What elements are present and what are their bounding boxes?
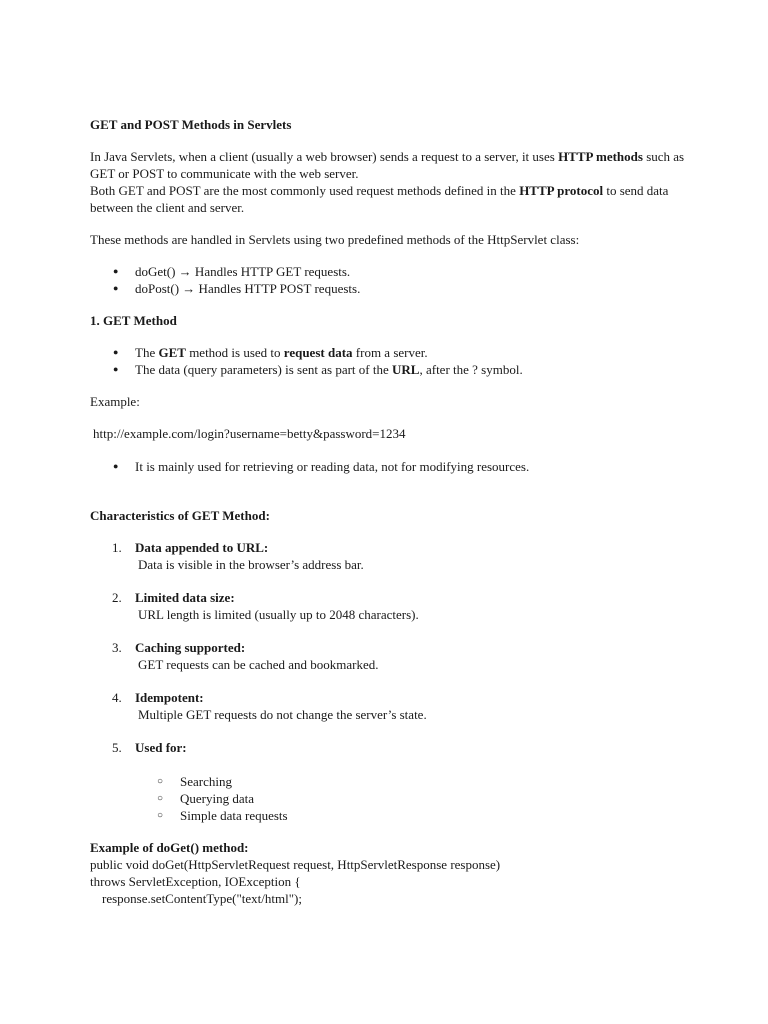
intro1-text: In Java Servlets, when a client (usually a web browser) sends a request to a server, it uses bbox=[90, 149, 559, 164]
characteristic-item bbox=[90, 639, 690, 673]
list-item bbox=[90, 361, 690, 378]
intro2-text-end: to send data between the client and server. bbox=[90, 183, 669, 215]
mainly-used-list bbox=[90, 458, 690, 475]
item-number: 1. bbox=[112, 540, 122, 555]
intro2-text: Both GET and POST are the most commonly used request methods defined in the bbox=[90, 183, 520, 198]
item-label: Used for: bbox=[135, 740, 187, 755]
bullet-text: , after the ? symbol. bbox=[419, 362, 523, 377]
used-for-list bbox=[135, 773, 690, 824]
bullet-bold: GET bbox=[158, 345, 186, 360]
characteristics-heading: Characteristics of GET Method: bbox=[90, 508, 270, 523]
characteristic-item bbox=[90, 589, 690, 623]
characteristics-list bbox=[90, 539, 690, 824]
example-url: http://example.com/login?username=betty&password=1234 bbox=[93, 426, 406, 441]
item-description: Data is visible in the browser’s address bar. bbox=[138, 557, 364, 572]
intro1-bold: HTTP methods bbox=[558, 149, 643, 164]
code-line: throws ServletException, IOException { bbox=[90, 874, 301, 889]
item-description: Multiple GET requests do not change the server’s state. bbox=[138, 707, 427, 722]
methods-list bbox=[90, 263, 690, 297]
handled-paragraph: These methods are handled in Servlets using two predefined methods of the HttpServlet class: bbox=[90, 232, 580, 247]
item-number: 2. bbox=[112, 590, 122, 605]
document-page bbox=[90, 116, 690, 907]
document-title: GET and POST Methods in Servlets bbox=[90, 117, 292, 132]
item-label: Idempotent: bbox=[135, 690, 204, 705]
item-number: 3. bbox=[112, 640, 122, 655]
item-number: 4. bbox=[112, 690, 122, 705]
list-item: ● doGet() → Handles HTTP GET requests. bbox=[90, 263, 690, 280]
intro1-text-end: such as GET or POST to communicate with the web server. bbox=[90, 149, 685, 181]
item-number: 5. bbox=[112, 740, 122, 755]
item-description: URL length is limited (usually up to 2048 characters). bbox=[138, 607, 419, 622]
list-item: ● It is mainly used for retrieving or reading data, not for modifying resources. bbox=[90, 458, 690, 475]
characteristic-item bbox=[90, 539, 690, 573]
code-line: response.setContentType("text/html"); bbox=[102, 891, 302, 906]
intro-paragraph-1 bbox=[90, 148, 690, 182]
item-label: Data appended to URL: bbox=[135, 540, 269, 555]
characteristic-item bbox=[90, 739, 690, 824]
bullet-text: method is used to bbox=[185, 345, 284, 360]
bullet-text: The bbox=[135, 345, 159, 360]
bullet-text: from a server. bbox=[352, 345, 428, 360]
list-item bbox=[90, 344, 690, 361]
get-method-heading: 1. GET Method bbox=[90, 313, 177, 328]
bullet-bold: request data bbox=[283, 345, 353, 360]
item-label: Limited data size: bbox=[135, 590, 235, 605]
example-label: Example: bbox=[90, 394, 140, 409]
intro-paragraph-2 bbox=[90, 182, 690, 216]
characteristic-item bbox=[90, 689, 690, 723]
list-item: ○ Searching bbox=[135, 773, 690, 790]
intro2-bold: HTTP protocol bbox=[519, 183, 604, 198]
list-item: ○ Querying data bbox=[135, 790, 690, 807]
code-block bbox=[90, 856, 690, 907]
code-line: public void doGet(HttpServletRequest request, HttpServletResponse response) bbox=[90, 857, 501, 872]
get-method-bullets bbox=[90, 344, 690, 378]
doget-example-heading: Example of doGet() method: bbox=[90, 840, 249, 855]
item-description: GET requests can be cached and bookmarked. bbox=[138, 657, 379, 672]
list-item: ○ Simple data requests bbox=[135, 807, 690, 824]
bullet-text: The data (query parameters) is sent as part of the bbox=[135, 362, 393, 377]
list-item: ● doPost() → Handles HTTP POST requests. bbox=[90, 280, 690, 297]
item-label: Caching supported: bbox=[135, 640, 246, 655]
bullet-bold: URL bbox=[392, 362, 420, 377]
